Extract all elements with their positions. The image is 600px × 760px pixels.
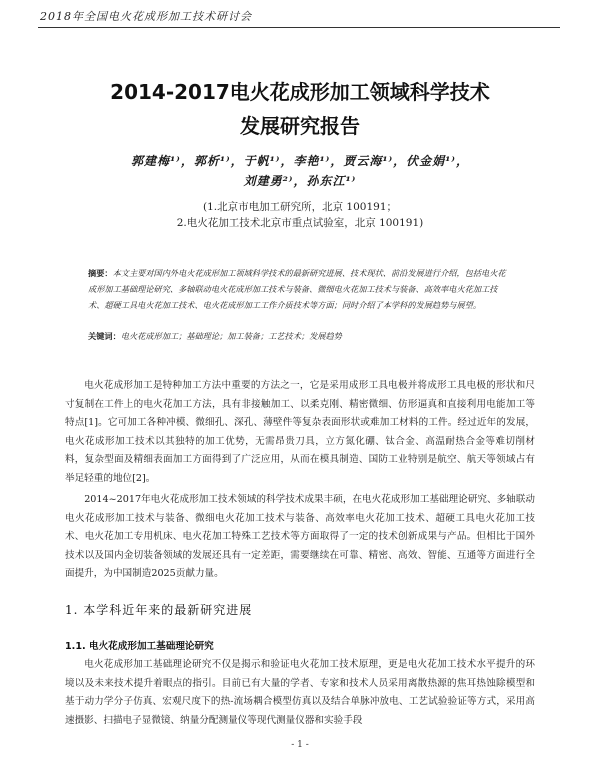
authors-line-2: 刘建勇²⁾，孙东江¹⁾ [243, 174, 357, 188]
header-rule [38, 27, 560, 28]
running-header: 2018年全国电火花成形加工技术研讨会 [40, 10, 252, 23]
keywords-text: 电火花成形加工；基础理论；加工装备；工艺技术；发展趋势 [120, 331, 342, 341]
abstract-label: 摘要： [88, 268, 113, 278]
subsection-heading: 1.1. 电火花成形加工基础理论研究 [65, 641, 214, 652]
section-heading: 1. 本学科近年来的最新研究进展 [65, 603, 253, 617]
keywords [88, 329, 508, 343]
affiliation-line-2: 2.电火花加工技术北京市重点试验室，北京 100191) [176, 217, 424, 229]
body-paragraph-2: 2014~2017年电火花成形加工技术领域的科学技术成果丰硕，在电火花成形加工基础理论研究、多轴联动电火花成形加工技术与装备、微细电火花加工技术与装备、高效率电火花加工技术、超硬工具电火花加工技术、电火花加工专用机床、电火花加工特殊工艺技术等方面取得了一定的技术创新成果与产品。但相比于国外技术以及国内金切装备领域的发展还具有一定差距，需要继续在可靠、精密、高效、智能、互通等方面进行全面提升，为中国制造2025贡献力量。 [65, 494, 535, 579]
affiliation-line-1: (1.北京市电加工研究所，北京 100191； [202, 201, 398, 213]
page-number: - 1 - [291, 740, 309, 750]
keywords-label: 关键词： [88, 331, 121, 341]
title-line-2: 发展研究报告 [240, 114, 360, 138]
body-paragraph-1: 电火花成形加工是特种加工方法中重要的方法之一，它是采用成形工具电极并将成形工具电极的形状和尺寸复制在工件上的电火花加工方法，具有非接触加工、以柔克刚、精密微细、仿形逼真和直接利用电能加工等特点[1]。它可加工各种冲模、微细孔、深孔、薄壁件等复杂表面形状或难加工材料的工件。经过近年的发展，电火花成形加工技术以其独特的加工优势，无需昂贵刀具，立方氮化硼、钛合金、高温耐热合金等难切削材料，复杂型面及精细表面加工方面得到了广泛应用，从而在模具制造、国防工业特别是航空、航天等领域占有举足轻重的地位[2]。 [65, 380, 535, 484]
abstract-text: 本文主要对国内外电火花成形加工领域科学技术的最新研究进展、技术现状、前沿发展进行介绍，包括电火花成形加工基础理论研究、多轴联动电火花成形加工技术与装备、微细电火花加工技术与装备、高效率电火花加工技术、超硬工具电火花加工技术、电火花成形加工工作介质技术等方面；同时介绍了本学科的发展趋势与展望。 [88, 268, 506, 310]
abstract [88, 265, 508, 313]
authors-line-1: 郭建梅¹⁾，郭析¹⁾，于帆¹⁾，李艳¹⁾，贾云海¹⁾，伏金娟¹⁾， [131, 154, 469, 168]
title-line-1: 2014-2017电火花成形加工领域科学技术 [110, 80, 490, 104]
body-paragraph-3: 电火花成形加工基础理论研究不仅是揭示和验证电火花加工技术原理，更是电火花加工技术水平提升的环境以及未来技术提升着眼点的指引。目前已有大量的学者、专家和技术人员采用离散热源的焦耳热蚀除模型和基于动力学分子仿真、宏观尺度下的热-流场耦合模型仿真以及结合单脉冲放电、工艺试验验证等方式，采用高速摄影、扫描电子显微镜、纳量分配测量仪等现代测量仪器和实验手段 [65, 659, 535, 726]
